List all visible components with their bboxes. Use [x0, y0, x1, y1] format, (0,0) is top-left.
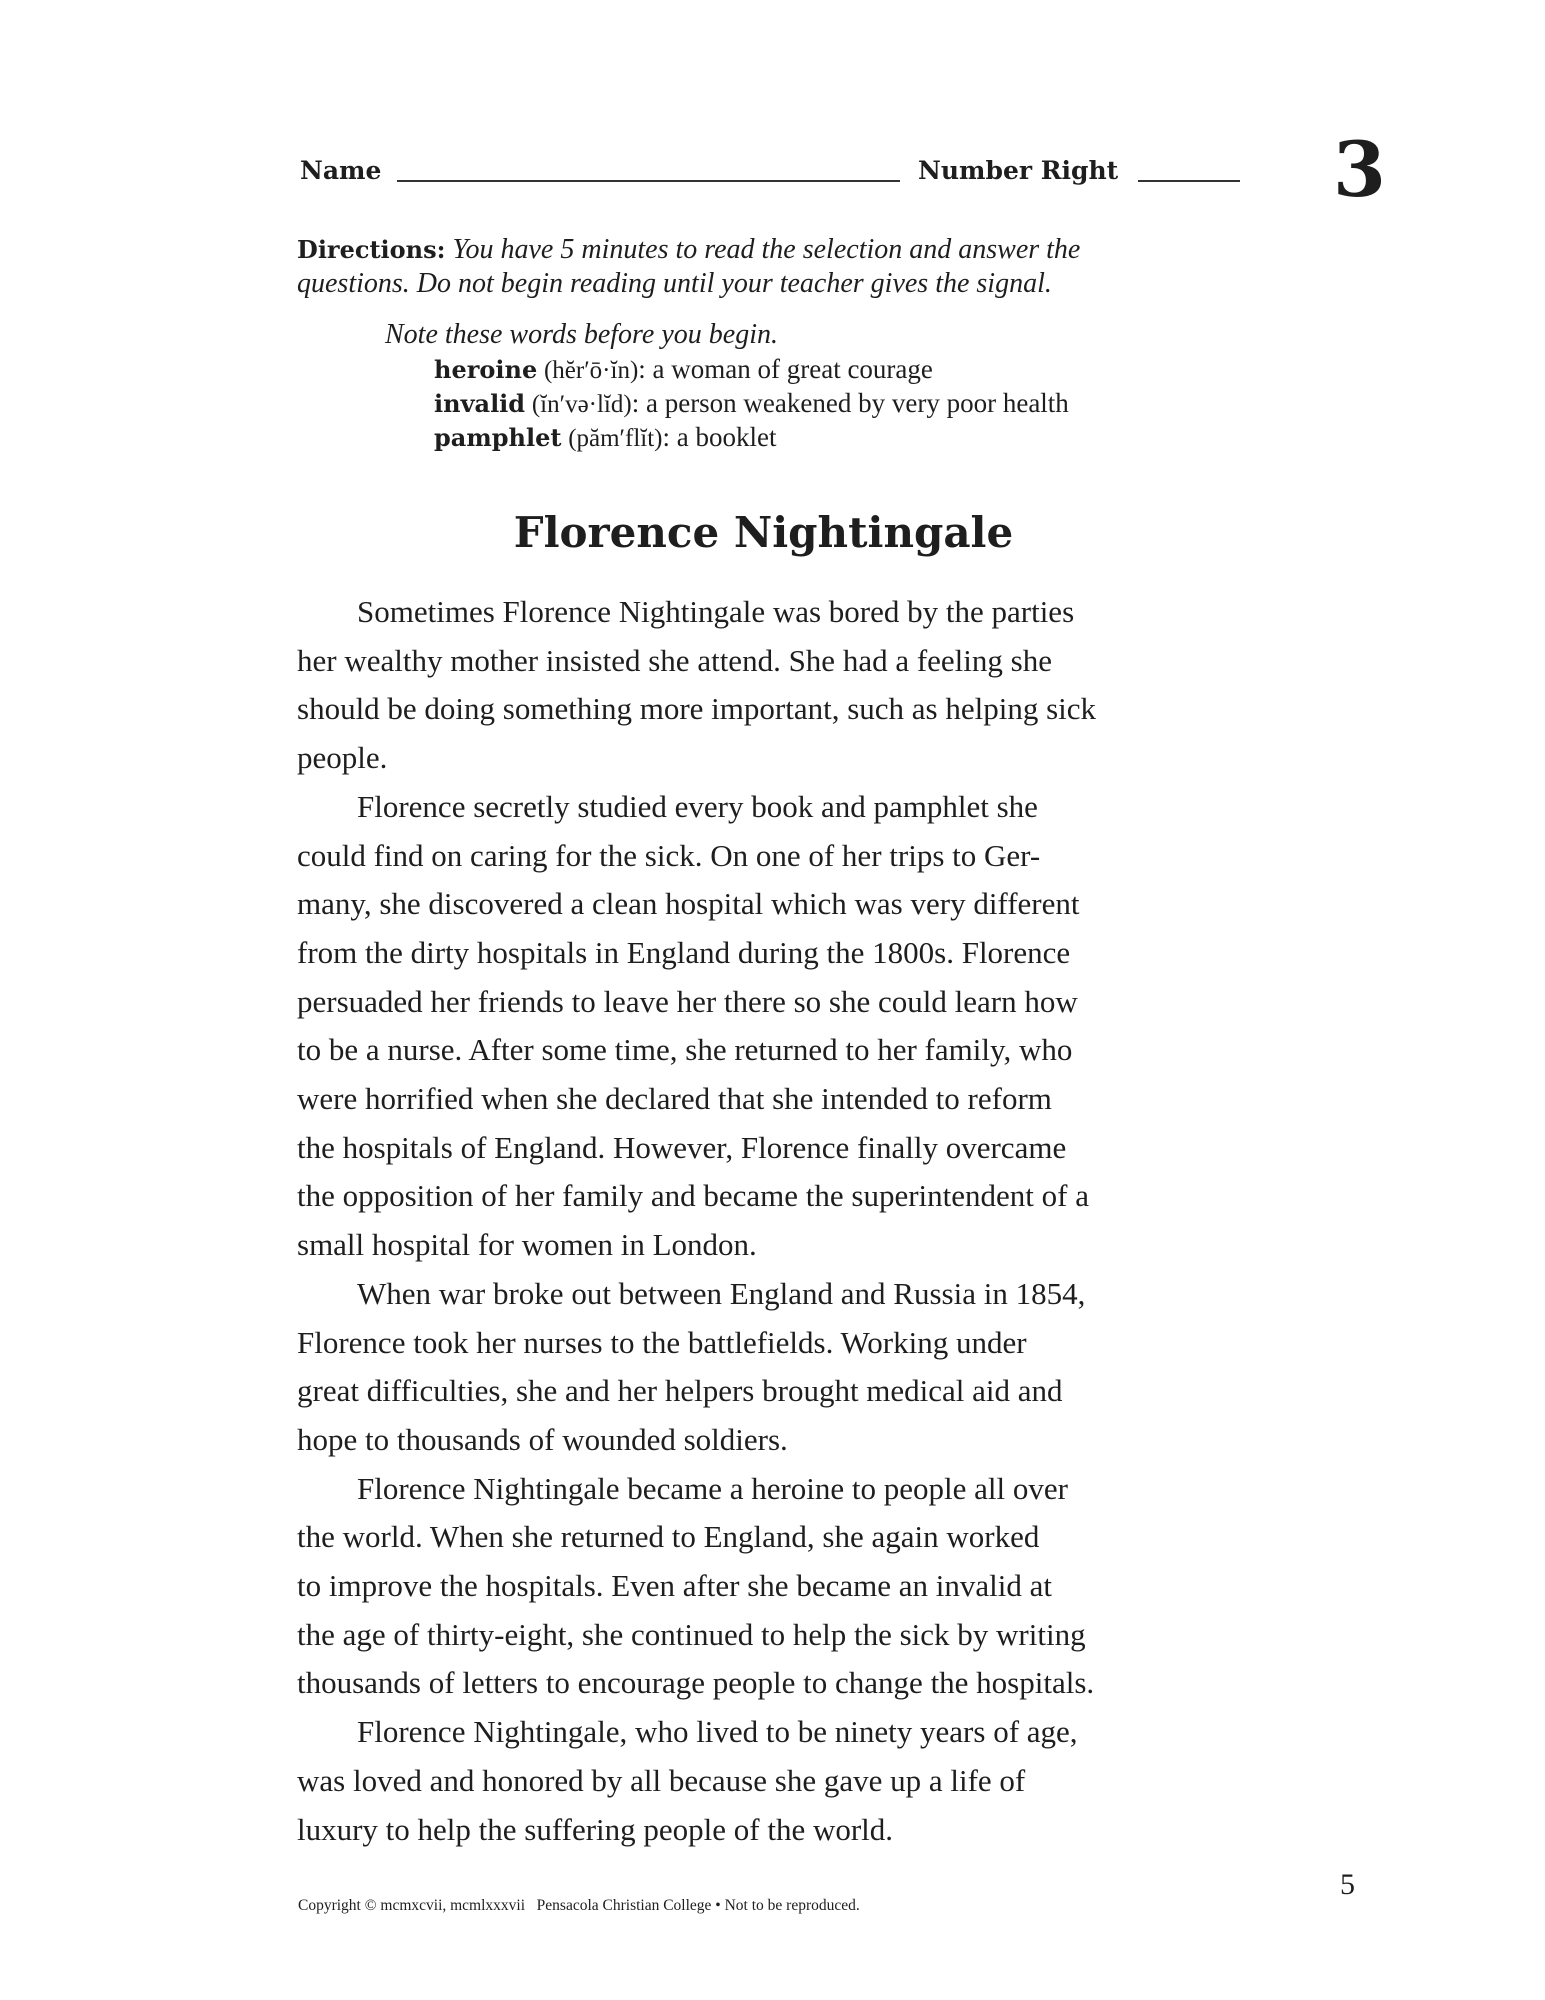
text-line: Florence took her nurses to the battlefields. Working under	[297, 1324, 1027, 1360]
name-field[interactable]	[397, 180, 900, 182]
vocabulary-item-heroine	[434, 352, 933, 388]
text-line: Sometimes Florence Nightingale was bored by the parties	[357, 594, 1075, 629]
vocabulary-intro: Note these words before you begin.	[385, 319, 778, 350]
paragraph-2	[297, 783, 1242, 1270]
text-line: Florence Nightingale, who lived to be ninety years of age,	[357, 1714, 1078, 1750]
text-line: the hospitals of England. However, Florence finally overcame	[297, 1129, 1067, 1165]
text-line: people.	[297, 740, 388, 776]
vocabulary-item-pamphlet	[434, 420, 777, 456]
text-line: to improve the hospitals. Even after she became an invalid at	[297, 1568, 1052, 1604]
name-label: Name	[300, 156, 382, 185]
text-line: many, she discovered a clean hospital which was very different	[297, 886, 1080, 922]
text-line: When war broke out between England and Russia in 1854,	[357, 1275, 1086, 1311]
test-number: 3	[1333, 125, 1386, 214]
text-line: persuaded her friends to leave her there so she could learn how	[297, 983, 1078, 1019]
text-line: could find on caring for the sick. On one of her trips to Ger-	[297, 837, 1041, 873]
paragraph-4	[297, 1465, 1242, 1709]
vocab-pronunciation: (hĕr′ō·ĭn)	[543, 357, 639, 384]
article-body	[297, 588, 1242, 1854]
vocab-pronunciation: (ĭn′və·lĭd)	[531, 391, 632, 418]
directions-label: Directions:	[297, 235, 446, 264]
copyright-notice: Copyright © mcmxcvii, mcmlxxxvii Pensacola Christian College • Not to be reproduced.	[298, 1897, 860, 1914]
text-line: were horrified when she declared that she intended to reform	[297, 1081, 1052, 1117]
text-line: thousands of letters to encourage people to change the hospitals.	[297, 1665, 1095, 1701]
text-line: the age of thirty-eight, she continued to help the sick by writing	[297, 1616, 1086, 1652]
text-line: small hospital for women in London.	[297, 1227, 757, 1263]
paragraph-3	[297, 1270, 1242, 1465]
text-line: the opposition of her family and became the superintendent of a	[297, 1178, 1089, 1214]
vocab-pronunciation: (păm′flĭt)	[568, 425, 663, 452]
text-line: her wealthy mother insisted she attend. She had a feeling she	[297, 642, 1052, 678]
text-line: Florence secretly studied every book and pamphlet she	[357, 788, 1038, 824]
text-line: was loved and honored by all because she gave up a life of	[297, 1762, 1026, 1798]
vocab-word: pamphlet	[434, 423, 562, 452]
vocab-definition: : a person weakened by very poor health	[631, 388, 1069, 418]
text-line: hope to thousands of wounded soldiers.	[297, 1421, 788, 1457]
vocab-word: heroine	[434, 355, 538, 384]
paragraph-1	[297, 588, 1242, 783]
text-line: from the dirty hospitals in England during the 1800s. Florence	[297, 934, 1071, 970]
text-line: to be a nurse. After some time, she returned to her family, who	[297, 1032, 1073, 1068]
number-right-field[interactable]	[1138, 180, 1240, 182]
text-line: luxury to help the suffering people of the world.	[297, 1811, 894, 1847]
directions-line-1: You have 5 minutes to read the selection and answer the	[452, 234, 1081, 265]
directions	[297, 233, 1257, 301]
directions-line-2: questions. Do not begin reading until your teacher gives the signal.	[297, 268, 1052, 299]
number-right-label: Number Right	[918, 156, 1119, 185]
text-line: Florence Nightingale became a heroine to people all over	[357, 1470, 1068, 1506]
text-line: should be doing something more important, such as helping sick	[297, 691, 1097, 727]
vocabulary-item-invalid	[434, 386, 1069, 422]
vocab-word: invalid	[434, 389, 526, 418]
article-title: Florence Nightingale	[513, 508, 1014, 557]
vocab-definition: : a booklet	[662, 422, 777, 452]
paragraph-5	[297, 1708, 1242, 1854]
text-line: great difficulties, she and her helpers brought medical aid and	[297, 1373, 1063, 1409]
text-line: the world. When she returned to England, she again worked	[297, 1519, 1040, 1555]
page-number: 5	[1340, 1868, 1355, 1901]
vocab-definition: : a woman of great courage	[638, 354, 933, 384]
